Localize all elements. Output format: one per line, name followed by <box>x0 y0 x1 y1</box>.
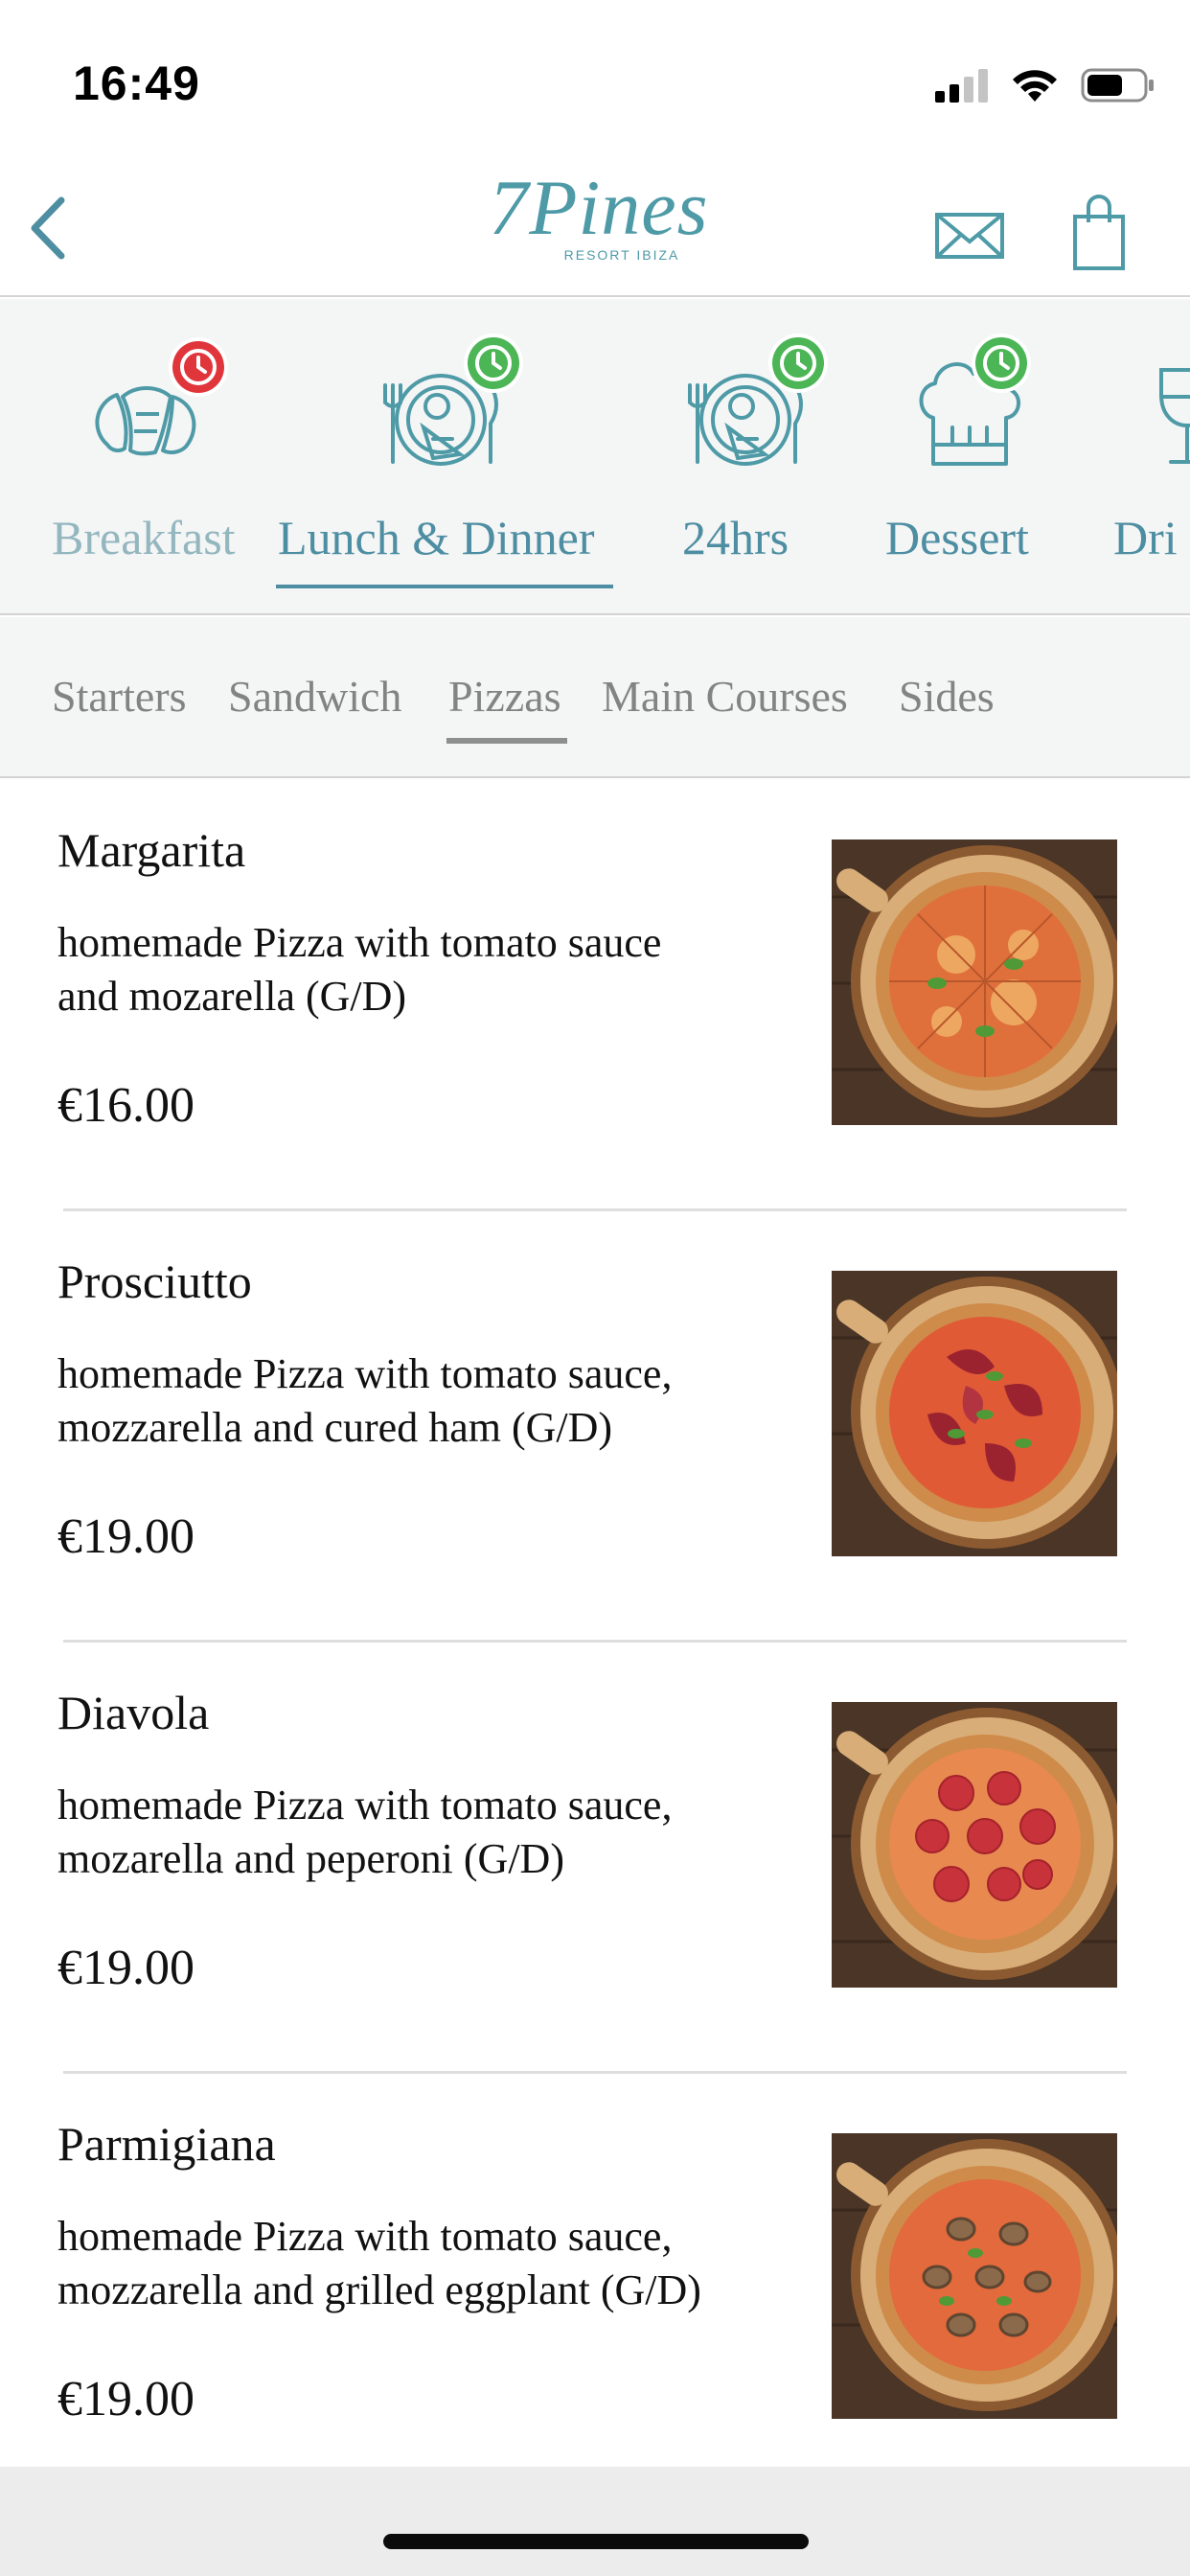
item-price: €19.00 <box>57 2372 195 2426</box>
item-name: Diavola <box>57 1686 210 1739</box>
category-label: 24hrs <box>682 511 790 564</box>
tab-sides[interactable]: Sides <box>899 672 995 721</box>
wine-glass-icon <box>1156 347 1190 472</box>
category-lunch-dinner[interactable] <box>274 299 619 615</box>
category-label: Dri <box>1113 511 1178 564</box>
pizza-image <box>832 1702 1117 1988</box>
item-name: Prosciutto <box>57 1254 252 1308</box>
pizza-image <box>832 2133 1117 2419</box>
category-bar <box>0 299 1190 615</box>
chevron-left-icon <box>27 195 69 262</box>
category-breakfast[interactable] <box>38 299 268 615</box>
status-icons <box>933 61 1156 109</box>
category-dessert[interactable] <box>880 299 1062 615</box>
item-price: €19.00 <box>57 1509 195 1564</box>
category-label: Dessert <box>885 511 1029 564</box>
pizza-image <box>832 840 1117 1125</box>
tab-starters[interactable]: Starters <box>52 672 187 721</box>
category-label: Lunch & Dinner <box>278 511 595 564</box>
item-description-line: homemade Pizza with tomato sauce, <box>57 1782 673 1828</box>
item-photo[interactable] <box>832 840 1117 1125</box>
item-price: €16.00 <box>57 1078 195 1133</box>
menu-item[interactable] <box>0 2074 1190 2505</box>
tab-sandwich[interactable]: Sandwich <box>228 672 402 721</box>
item-description-line: homemade Pizza with tomato sauce <box>57 919 662 966</box>
green-clock-badge <box>462 332 525 395</box>
status-bar <box>0 0 1190 144</box>
tab-main-courses[interactable]: Main Courses <box>602 672 848 721</box>
item-photo[interactable] <box>832 1271 1117 1556</box>
home-indicator[interactable] <box>383 2534 809 2549</box>
item-description-line: mozarella and peperoni (G/D) <box>57 1835 564 1882</box>
category-drinks[interactable] <box>1110 299 1190 615</box>
wifi-icon <box>1010 67 1060 104</box>
battery-icon <box>1081 67 1156 104</box>
item-photo[interactable] <box>832 1702 1117 1988</box>
back-button[interactable] <box>19 190 77 266</box>
resort-logo <box>479 165 719 280</box>
item-description <box>57 2210 805 2317</box>
item-photo[interactable] <box>832 2133 1117 2419</box>
selected-tab-indicator <box>446 738 567 744</box>
logo-subtitle: RESORT IBIZA <box>563 247 680 263</box>
shopping-bag-icon <box>1069 194 1129 272</box>
shopping-bag-button[interactable] <box>1069 194 1129 272</box>
envelope-icon <box>933 203 1008 263</box>
plate-cutlery-icon <box>379 347 514 472</box>
menu-item-list <box>0 780 1190 2505</box>
plate-cutlery-icon <box>684 347 818 472</box>
cellular-signal-icon <box>933 68 989 103</box>
item-description-line: homemade Pizza with tomato sauce, <box>57 2213 673 2260</box>
item-description-line: and mozarella (G/D) <box>57 973 407 1020</box>
chef-hat-icon <box>910 347 1044 472</box>
tab-pizzas[interactable]: Pizzas <box>448 672 561 721</box>
croissant-icon <box>86 347 220 472</box>
mail-button[interactable] <box>933 203 1008 263</box>
item-description <box>57 1779 805 1886</box>
item-name: Margarita <box>57 823 246 877</box>
subcategory-tabs <box>0 617 1190 778</box>
item-description <box>57 1347 805 1455</box>
app-header <box>0 144 1190 297</box>
logo-wordmark: 7Pines <box>489 164 709 251</box>
item-description-line: mozzarella and grilled eggplant (G/D) <box>57 2266 701 2313</box>
item-description-line: mozzarella and cured ham (G/D) <box>57 1404 613 1451</box>
menu-item[interactable] <box>0 1211 1190 1643</box>
menu-item[interactable] <box>0 780 1190 1211</box>
category-label: Breakfast <box>52 511 236 564</box>
pizza-image <box>832 1271 1117 1556</box>
item-price: €19.00 <box>57 1941 195 1995</box>
status-time: 16:49 <box>73 57 200 110</box>
item-description <box>57 916 805 1024</box>
green-clock-badge <box>970 332 1033 395</box>
item-name: Parmigiana <box>57 2117 276 2171</box>
home-indicator-area <box>0 2467 1190 2576</box>
item-description-line: homemade Pizza with tomato sauce, <box>57 1350 673 1397</box>
category-24hrs[interactable] <box>661 299 814 615</box>
selected-category-indicator <box>276 585 613 588</box>
red-clock-badge <box>167 335 230 399</box>
menu-item[interactable] <box>0 1643 1190 2074</box>
green-clock-badge <box>767 332 830 395</box>
